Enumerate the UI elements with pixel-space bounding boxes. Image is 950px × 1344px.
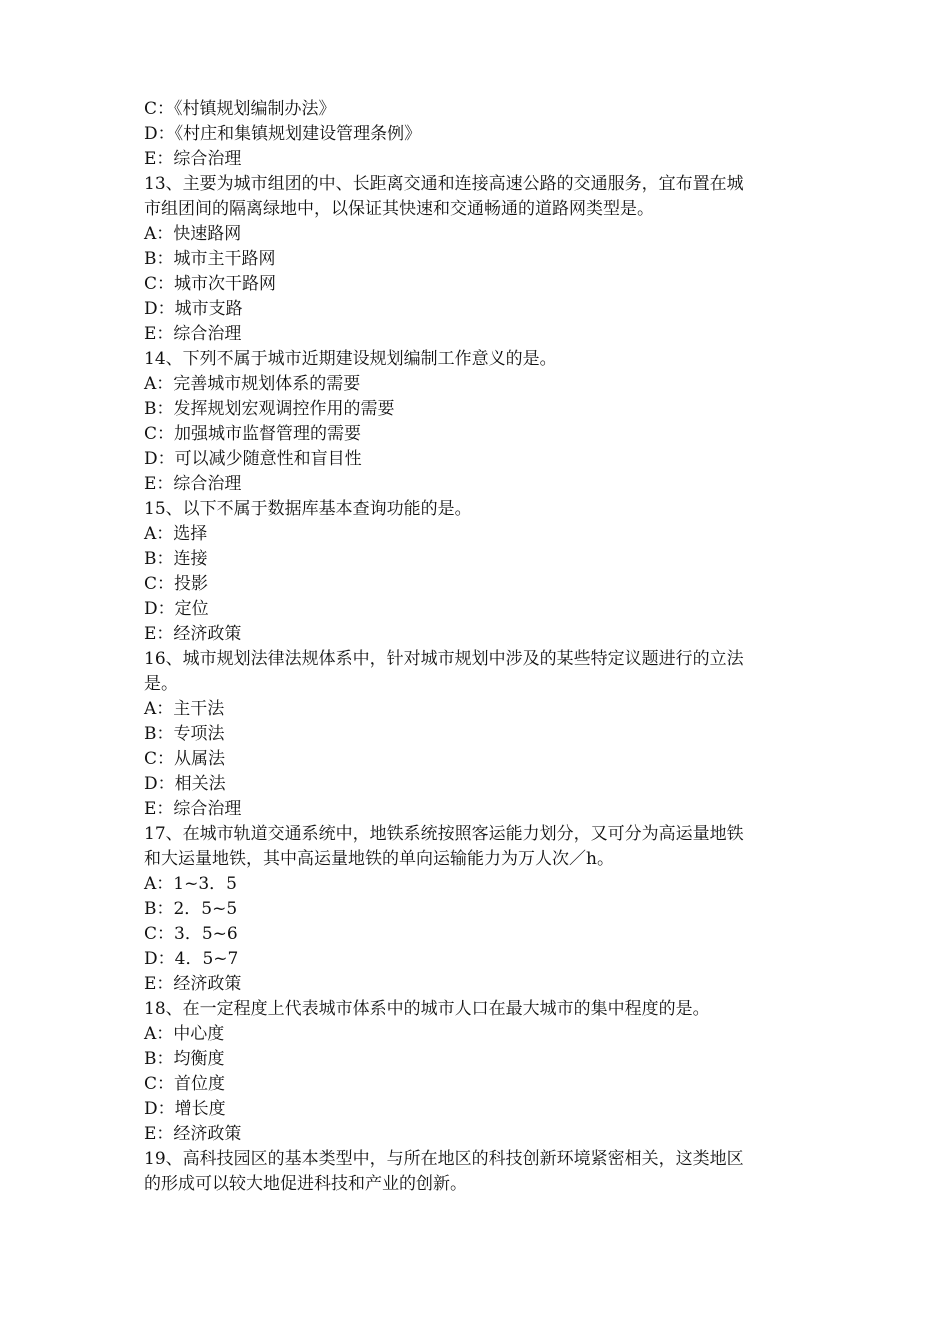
q17-option-b: B：2．5~5 — [144, 899, 238, 919]
q13-option-b: B：城市主干路网 — [144, 249, 276, 269]
q18-option-e: E：经济政策 — [144, 1124, 242, 1144]
question-19-line-1: 19、高科技园区的基本类型中，与所在地区的科技创新环境紧密相关，这类地区 — [144, 1149, 744, 1169]
q18-option-c: C：首位度 — [144, 1074, 226, 1094]
q16-option-e: E：综合治理 — [144, 799, 242, 819]
q13-option-e: E：综合治理 — [144, 324, 242, 344]
q14-option-b: B：发挥规划宏观调控作用的需要 — [144, 399, 395, 419]
q14-option-c: C：加强城市监督管理的需要 — [144, 424, 362, 444]
option-d-line: D：《村庄和集镇规划建设管理条例》 — [144, 124, 422, 144]
question-13-line-2: 市组团间的隔离绿地中，以保证其快速和交通畅通的道路网类型是。 — [144, 199, 654, 219]
q18-option-b: B：均衡度 — [144, 1049, 225, 1069]
q13-option-d: D：城市支路 — [144, 299, 243, 319]
q16-option-b: B：专项法 — [144, 724, 225, 744]
q17-option-a: A：1~3．5 — [144, 874, 237, 894]
q15-option-d: D：定位 — [144, 599, 209, 619]
option-e-line: E：综合治理 — [144, 149, 242, 169]
question-16-line-1: 16、城市规划法律法规体系中，针对城市规划中涉及的某些特定议题进行的立法 — [144, 649, 744, 669]
q15-option-a: A：选择 — [144, 524, 208, 544]
q13-option-a: A：快速路网 — [144, 224, 242, 244]
question-19-line-2: 的形成可以较大地促进科技和产业的创新。 — [144, 1174, 467, 1194]
question-13-line-1: 13、主要为城市组团的中、长距离交通和连接高速公路的交通服务，宜布置在城 — [144, 174, 744, 194]
q15-option-b: B：连接 — [144, 549, 208, 569]
question-16-line-2: 是。 — [144, 674, 178, 694]
question-17-line-2: 和大运量地铁，其中高运量地铁的单向运输能力为万人次／h。 — [144, 849, 614, 869]
document-page — [144, 97, 810, 1197]
question-18: 18、在一定程度上代表城市体系中的城市人口在最大城市的集中程度的是。 — [144, 999, 710, 1019]
q17-option-c: C：3．5~6 — [144, 924, 238, 944]
q16-option-a: A：主干法 — [144, 699, 225, 719]
option-c-line: C：《村镇规划编制办法》 — [144, 99, 336, 119]
q16-option-c: C：从属法 — [144, 749, 226, 769]
q14-option-a: A：完善城市规划体系的需要 — [144, 374, 361, 394]
q13-option-c: C：城市次干路网 — [144, 274, 277, 294]
question-15: 15、以下不属于数据库基本查询功能的是。 — [144, 499, 472, 519]
question-14: 14、下列不属于城市近期建设规划编制工作意义的是。 — [144, 349, 557, 369]
q18-option-a: A：中心度 — [144, 1024, 225, 1044]
q14-option-d: D：可以减少随意性和盲目性 — [144, 449, 362, 469]
q18-option-d: D：增长度 — [144, 1099, 226, 1119]
q15-option-c: C：投影 — [144, 574, 209, 594]
q17-option-d: D：4．5~7 — [144, 949, 239, 969]
q17-option-e: E：经济政策 — [144, 974, 242, 994]
q15-option-e: E：经济政策 — [144, 624, 242, 644]
q14-option-e: E：综合治理 — [144, 474, 242, 494]
question-17-line-1: 17、在城市轨道交通系统中，地铁系统按照客运能力划分，又可分为高运量地铁 — [144, 824, 744, 844]
q16-option-d: D：相关法 — [144, 774, 226, 794]
